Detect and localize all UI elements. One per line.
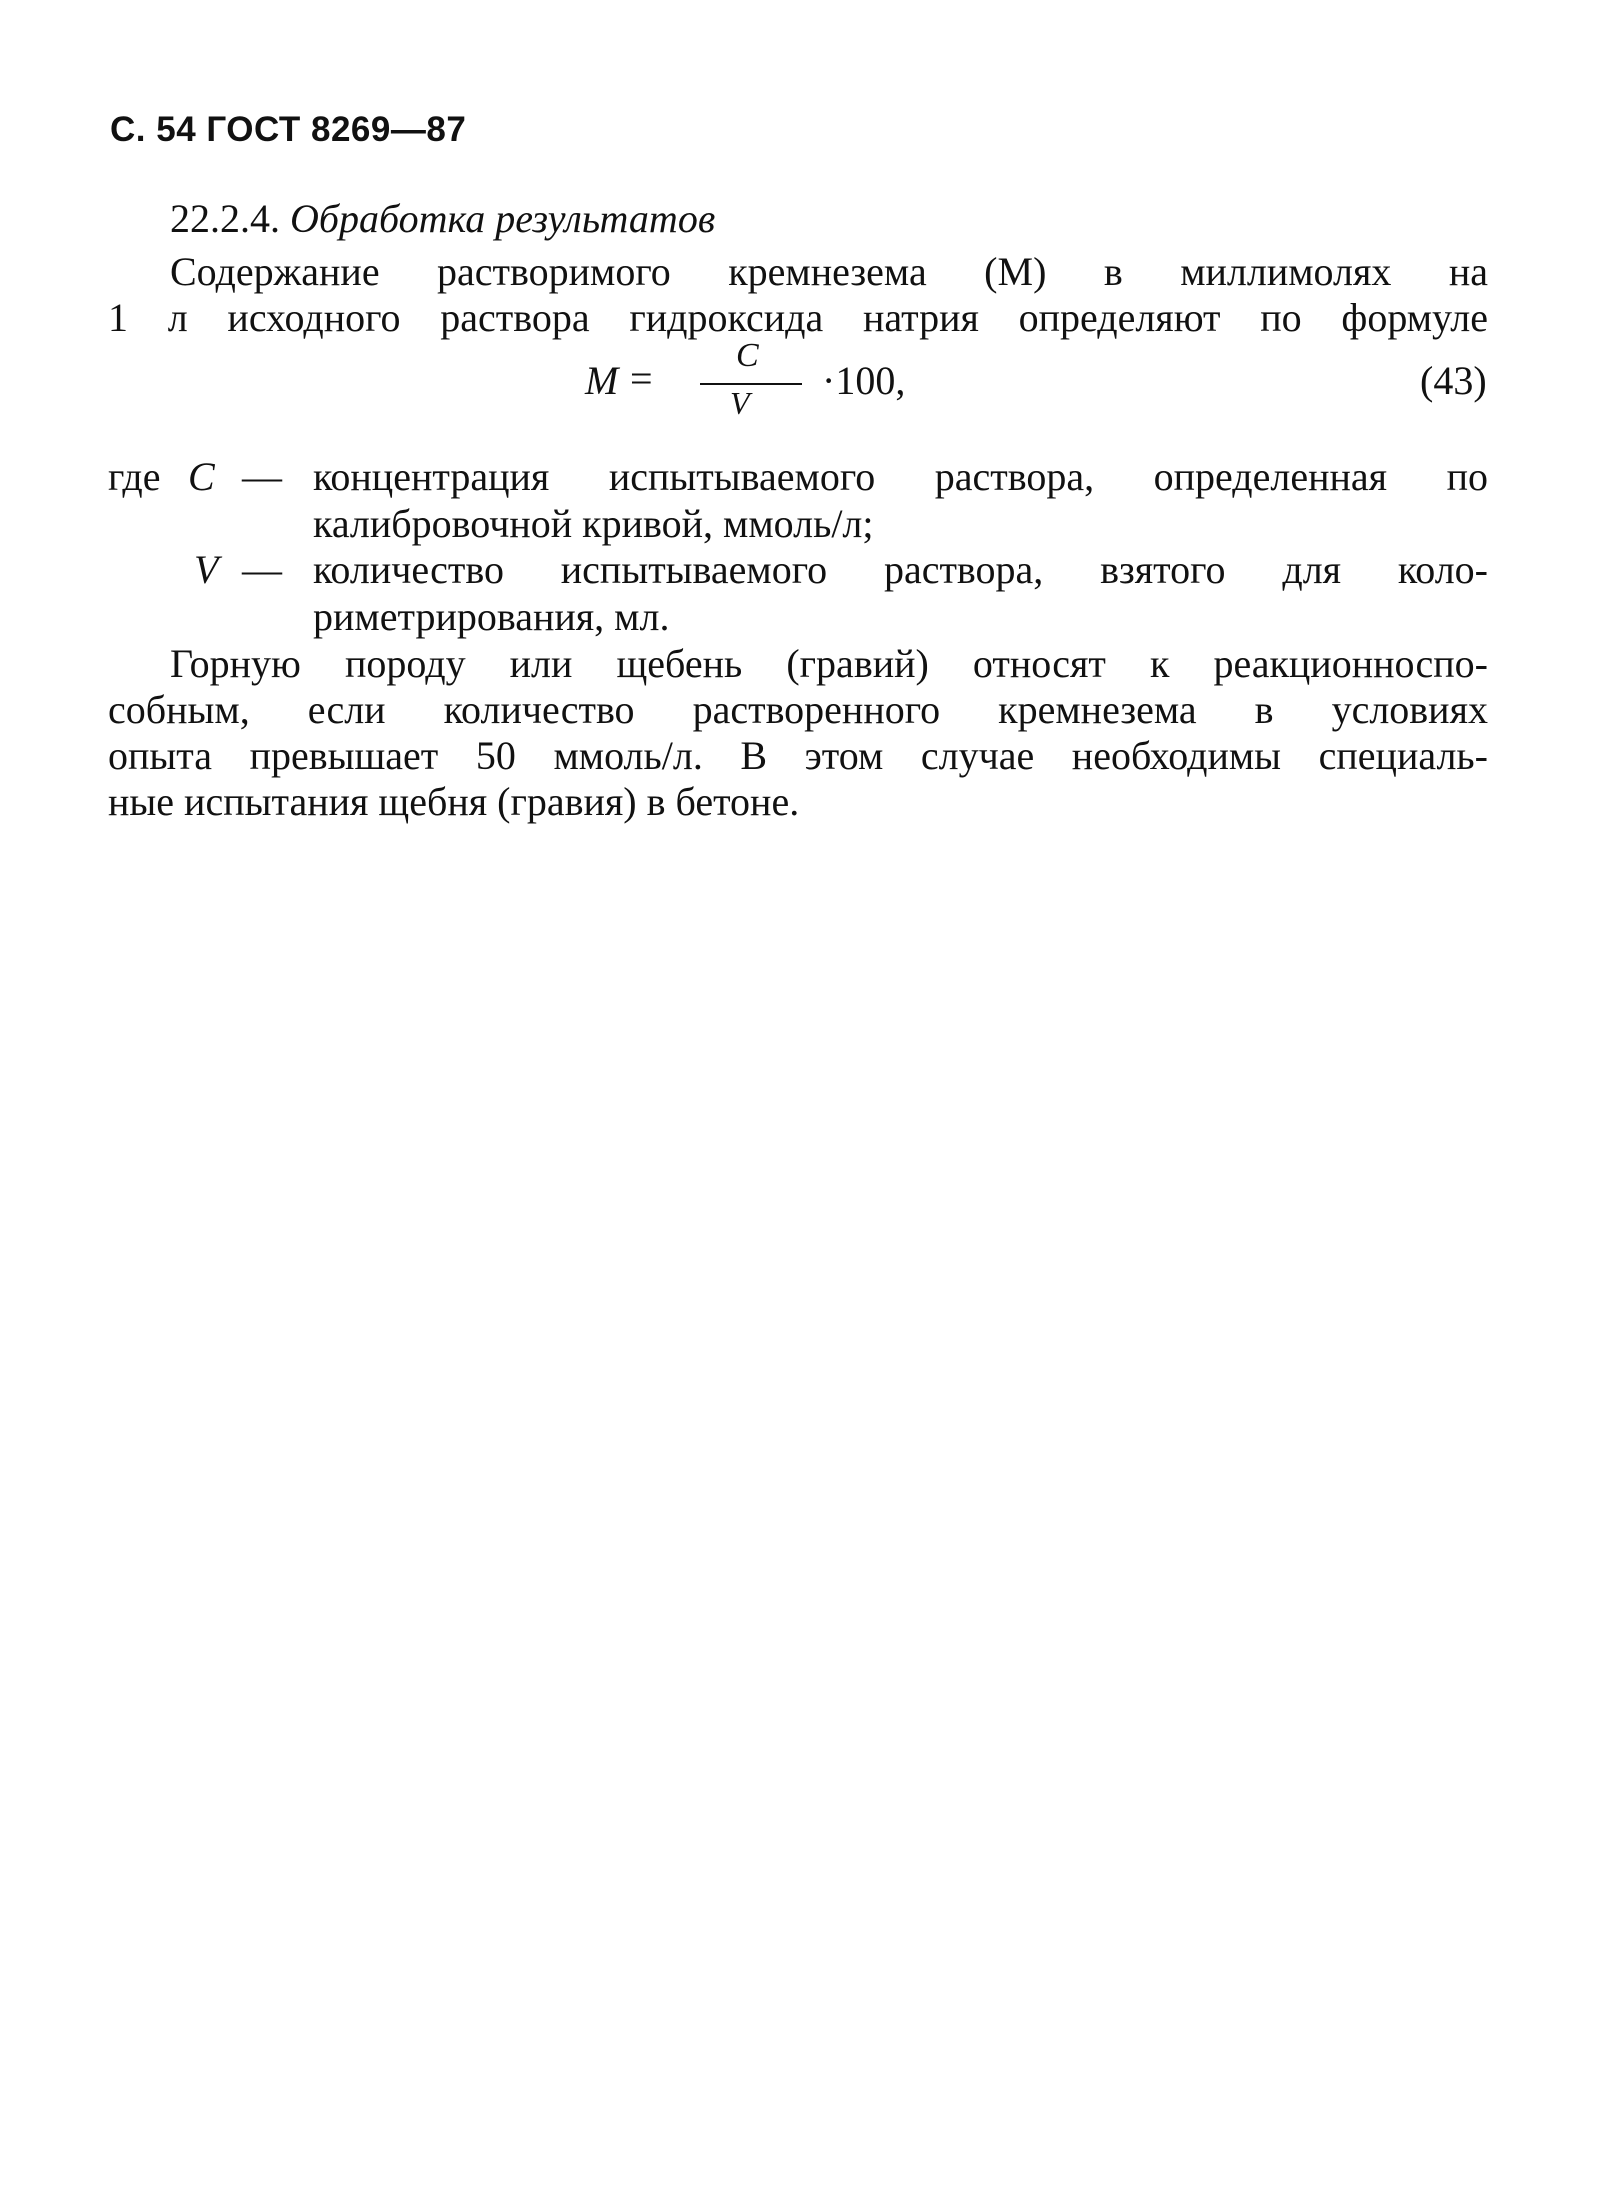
intro-line-2: 1 л исходного раствора гидроксида натрия определяют по формуле xyxy=(108,295,1488,340)
section-number: 22.2.4. xyxy=(170,196,280,241)
formula-numerator: C xyxy=(736,337,759,374)
conclusion-line-1: Горную породу или щебень (гравий) относят к реакционноспо- xyxy=(170,641,1488,686)
formula-multiplier: ·100, xyxy=(822,358,906,403)
definition-v-line-1: количество испытываемого раствора, взятого для коло- xyxy=(313,547,1488,592)
definition-symbol-c: C xyxy=(188,454,215,499)
where-label: где xyxy=(108,454,161,499)
intro-line-1: Содержание растворимого кремнезема (M) в миллимолях на xyxy=(170,249,1488,294)
definition-v-line-2: риметрирования, мл. xyxy=(313,594,670,639)
definition-dash-v: — xyxy=(242,547,282,592)
formula-lhs: M xyxy=(585,358,619,403)
definition-symbol-v: V xyxy=(194,547,219,592)
formula-equals: = xyxy=(630,356,653,401)
fraction-bar xyxy=(700,383,802,385)
definition-c-line-1: концентрация испытываемого раствора, определенная по xyxy=(313,454,1488,499)
formula-number: (43) xyxy=(1420,358,1487,403)
formula-denominator: V xyxy=(730,385,750,421)
conclusion-line-2: собным, если количество растворенного кремнезема в условиях xyxy=(108,687,1488,732)
page-header: С. 54 ГОСТ 8269—87 xyxy=(110,110,467,149)
section-title: Обработка результатов xyxy=(290,196,716,241)
definition-c-line-2: калибровочной кривой, ммоль/л; xyxy=(313,501,874,546)
formula-43 xyxy=(0,337,1600,435)
definition-dash-c: — xyxy=(242,454,282,499)
conclusion-line-4: ные испытания щебня (гравия) в бетоне. xyxy=(108,779,800,824)
conclusion-line-3: опыта превышает 50 ммоль/л. В этом случае необходимы специаль- xyxy=(108,733,1488,778)
section-heading xyxy=(170,195,715,242)
